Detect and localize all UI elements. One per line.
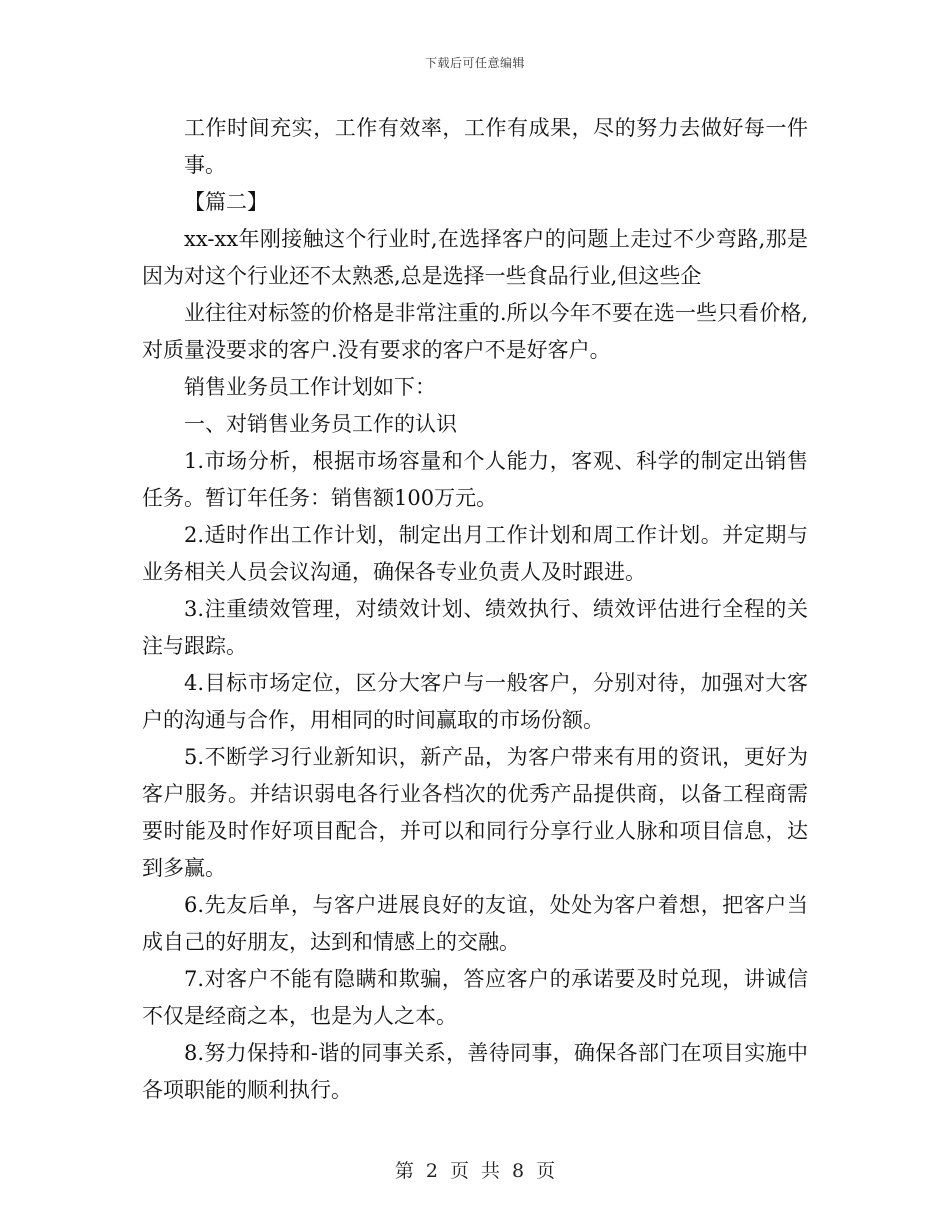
list-item: 4.目标市场定位，区分大客户与一般客户，分别对待，加强对大客户的沟通与合作，用相同的时间赢取的市场份额。 [142,671,808,732]
section-heading: 【篇二】 [184,190,268,214]
paragraph-intro-continuation: 工作时间充实，工作有效率，工作有成果，尽的努力去做好每一件事。 [184,116,808,177]
list-item: 1.市场分析，根据市场容量和个人能力，客观、科学的制定出销售任务。暂订年任务：销售额100万元。 [142,449,808,510]
subsection-heading: 一、对销售业务员工作的认识 [184,412,457,436]
list-item: 8.努力保持和-谐的同事关系，善待同事，确保各部门在项目实施中各项职能的顺利执行。 [142,1041,808,1102]
document-body [142,110,808,1109]
list-item: 3.注重绩效管理，对绩效计划、绩效执行、绩效评估进行全程的关注与跟踪。 [142,597,808,658]
plan-intro: 销售业务员工作计划如下： [184,375,436,399]
page-header: 下载后可任意编辑 [424,56,525,70]
paragraph-background-continued: 业往往对标签的价格是非常注重的.所以今年不要在选一些只看价格,对质量没要求的客户.没有要求的客户不是好客户。 [142,301,808,362]
paragraph-background: xx-xx年刚接触这个行业时,在选择客户的问题上走过不少弯路,那是因为对这个行业还不太熟悉,总是选择一些食品行业,但这些企 [142,227,808,288]
page-number: 第 2 页 共 8 页 [394,1160,556,1182]
list-item: 2.适时作出工作计划，制定出月工作计划和周工作计划。并定期与业务相关人员会议沟通，确保各专业负责人及时跟进。 [142,523,808,584]
list-item: 7.对客户不能有隐瞒和欺骗，答应客户的承诺要及时兑现，讲诚信不仅是经商之本，也是为人之本。 [142,967,808,1028]
list-item: 5.不断学习行业新知识，新产品，为客户带来有用的资讯，更好为客户服务。并结识弱电各行业各档次的优秀产品提供商，以备工程商需要时能及时作好项目配合，并可以和同行分享行业人脉和项目信息，达到多赢。 [142,745,808,880]
list-item: 6.先友后单，与客户进展良好的友谊，处处为客户着想，把客户当成自己的好朋友，达到和情感上的交融。 [142,893,808,954]
